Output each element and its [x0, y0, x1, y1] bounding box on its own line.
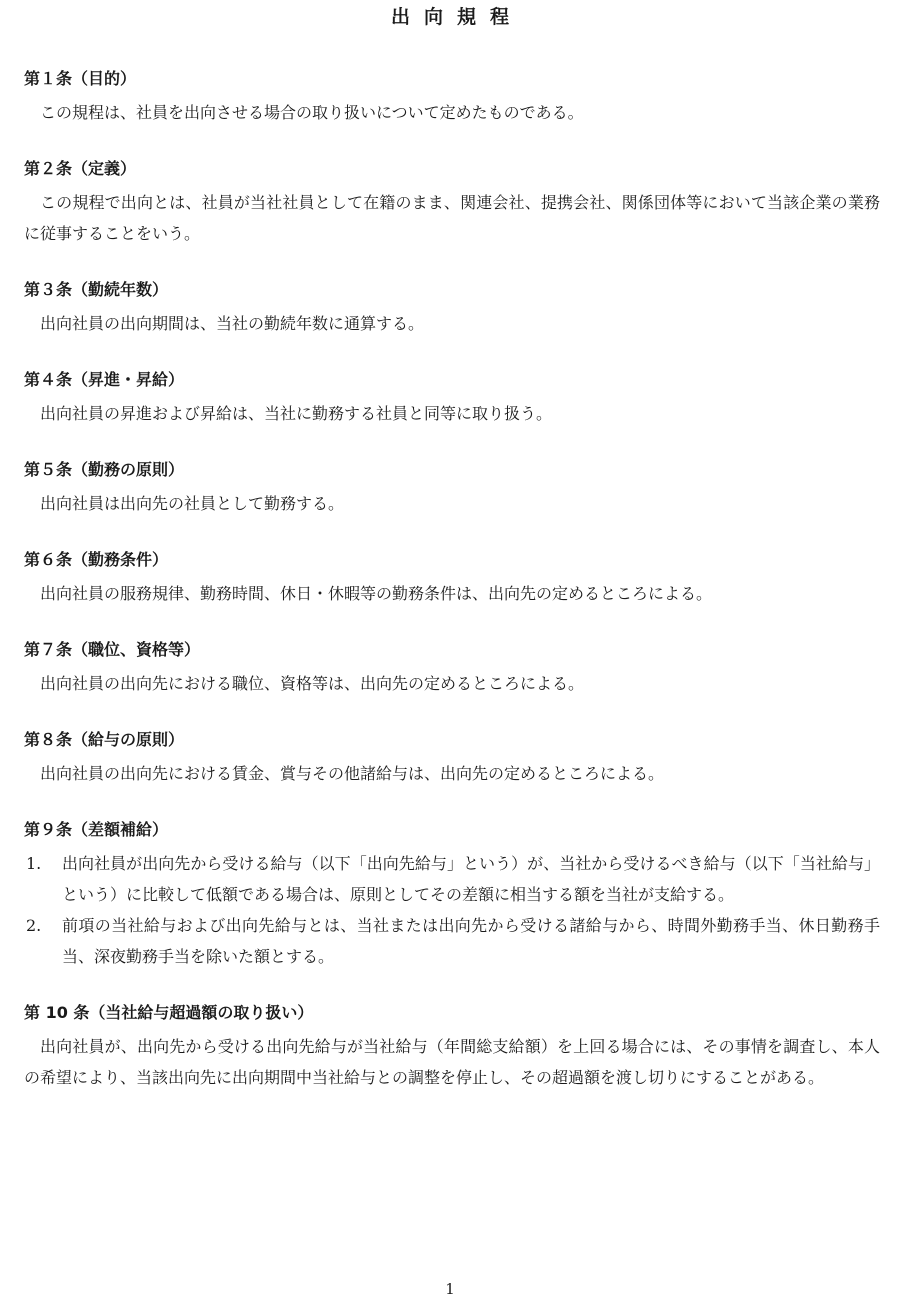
- article-heading: 第９条（差額補給）: [24, 820, 169, 839]
- article-10: [24, 1000, 880, 1093]
- article-7: [24, 637, 880, 699]
- article-body: 出向社員の昇進および昇給は、当社に勤務する社員と同等に取り扱う。: [40, 404, 553, 423]
- article-4: [24, 367, 880, 429]
- article-heading: 第 10 条（当社給与超過額の取り扱い）: [24, 1003, 314, 1022]
- article-item: [24, 910, 880, 972]
- article-heading: 第４条（昇進・昇給）: [24, 370, 185, 389]
- article-heading: 第５条（勤務の原則）: [24, 460, 185, 479]
- item-number: 2.: [26, 916, 42, 935]
- item-text: 出向社員が出向先から受ける給与（以下「出向先給与」という）が、当社から受けるべき給与（以下「当社給与」という）に比較して低額である場合は、原則としてその差額に相当する額を当社が支給する。: [62, 854, 880, 904]
- article-heading: 第８条（給与の原則）: [24, 730, 185, 749]
- article-5: [24, 457, 880, 519]
- article-3: [24, 277, 880, 339]
- article-body: 出向社員の服務規律、勤務時間、休日・休暇等の勤務条件は、出向先の定めるところによる。: [40, 584, 713, 603]
- article-8: [24, 727, 880, 789]
- page-number: 1: [445, 1280, 455, 1298]
- articles-list: [24, 66, 880, 1121]
- document-title: 出向規程: [390, 6, 523, 28]
- article-body: 出向社員は出向先の社員として勤務する。: [40, 494, 345, 513]
- article-heading: 第３条（勤続年数）: [24, 280, 169, 299]
- article-heading: 第２条（定義）: [24, 159, 137, 178]
- article-body: 出向社員の出向先における職位、資格等は、出向先の定めるところによる。: [40, 674, 585, 693]
- article-body: この規程で出向とは、社員が当社社員として在籍のまま、関連会社、提携会社、関係団体等において当該企業の業務に従事することをいう。: [24, 193, 880, 243]
- article-heading: 第７条（職位、資格等）: [24, 640, 201, 659]
- article-heading: 第６条（勤務条件）: [24, 550, 169, 569]
- article-body: この規程は、社員を出向させる場合の取り扱いについて定めたものである。: [40, 103, 584, 122]
- article-6: [24, 547, 880, 609]
- article-9: [24, 817, 880, 972]
- article-body: 出向社員が、出向先から受ける出向先給与が当社給与（年間総支給額）を上回る場合には、その事情を調査し、本人の希望により、当該出向先に出向期間中当社給与との調整を停止し、その超過額を渡し切りにすることがある。: [24, 1037, 880, 1087]
- article-1: [24, 66, 880, 128]
- article-body: 出向社員の出向先における賃金、賞与その他諸給与は、出向先の定めるところによる。: [40, 764, 665, 783]
- item-number: 1.: [26, 854, 42, 873]
- article-heading: 第１条（目的）: [24, 69, 137, 88]
- article-item: [24, 848, 880, 910]
- article-2: [24, 156, 880, 249]
- article-body: 出向社員の出向期間は、当社の勤続年数に通算する。: [40, 314, 425, 333]
- item-text: 前項の当社給与および出向先給与とは、当社または出向先から受ける諸給与から、時間外勤務手当、休日勤務手当、深夜勤務手当を除いた額とする。: [62, 916, 880, 966]
